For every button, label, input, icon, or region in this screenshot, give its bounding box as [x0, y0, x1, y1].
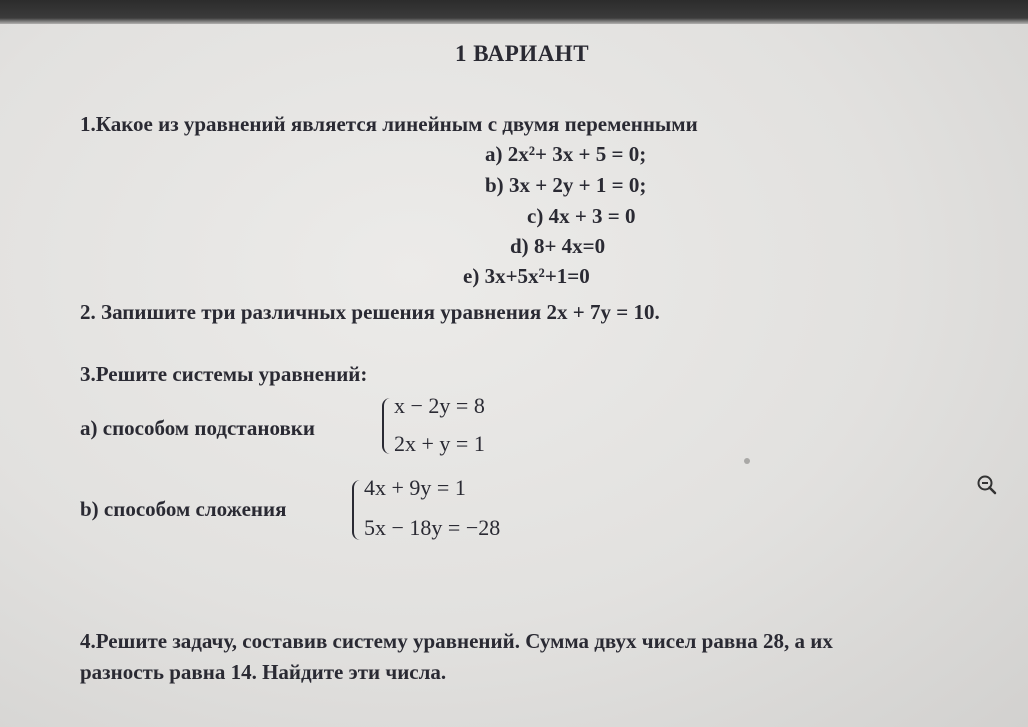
q3-system-b: [348, 476, 528, 544]
option-label: d): [510, 234, 529, 258]
q3-part-b-label: b) способом сложения: [80, 497, 287, 521]
q1-option-a: [485, 142, 646, 166]
system-equation-2: 5x − 18y = −28: [364, 515, 501, 540]
q3-part-a-label: а) способом подстановки: [80, 416, 315, 440]
option-expression: 2x²+ 3x + 5 = 0;: [507, 142, 647, 166]
q1-option-c: [527, 204, 636, 228]
question-2-text: 2. Запишите три различных решения уравнения 2x + 7y = 10.: [80, 300, 660, 324]
option-label: а): [485, 142, 503, 166]
worksheet-page: [0, 24, 1028, 727]
system-equation-1: x − 2y = 8: [394, 393, 485, 418]
option-expression: 3x+5x²+1=0: [484, 264, 590, 288]
zoom-out-icon[interactable]: [976, 474, 998, 496]
q3-system-a: [378, 394, 518, 458]
system-equation-2: 2x + y = 1: [394, 431, 485, 456]
option-label: e): [463, 264, 480, 288]
q1-option-d: [510, 234, 605, 258]
option-expression: 3x + 2y + 1 = 0;: [508, 173, 647, 197]
system-brace: [352, 480, 364, 540]
option-label: b): [485, 173, 504, 197]
option-expression: 4x + 3 = 0: [548, 204, 636, 228]
q1-option-b: [485, 173, 646, 197]
question-4-line-1: 4.Решите задачу, составив систему уравнений. Сумма двух чисел равна 28, а их: [80, 629, 833, 653]
paper-speck: [744, 458, 750, 464]
system-equation-1: 4x + 9y = 1: [364, 475, 466, 500]
system-brace: [382, 398, 394, 454]
question-4-line-2: разность равна 14. Найдите эти числа.: [80, 660, 447, 684]
q1-option-e: [463, 264, 590, 288]
option-expression: 8+ 4x=0: [533, 234, 606, 258]
question-1-text: 1.Какое из уравнений является линейным с двумя переменными: [80, 112, 698, 136]
variant-title: 1 ВАРИАНТ: [455, 41, 590, 66]
option-label: c): [527, 204, 544, 228]
question-3-text: 3.Решите системы уравнений:: [80, 362, 368, 386]
